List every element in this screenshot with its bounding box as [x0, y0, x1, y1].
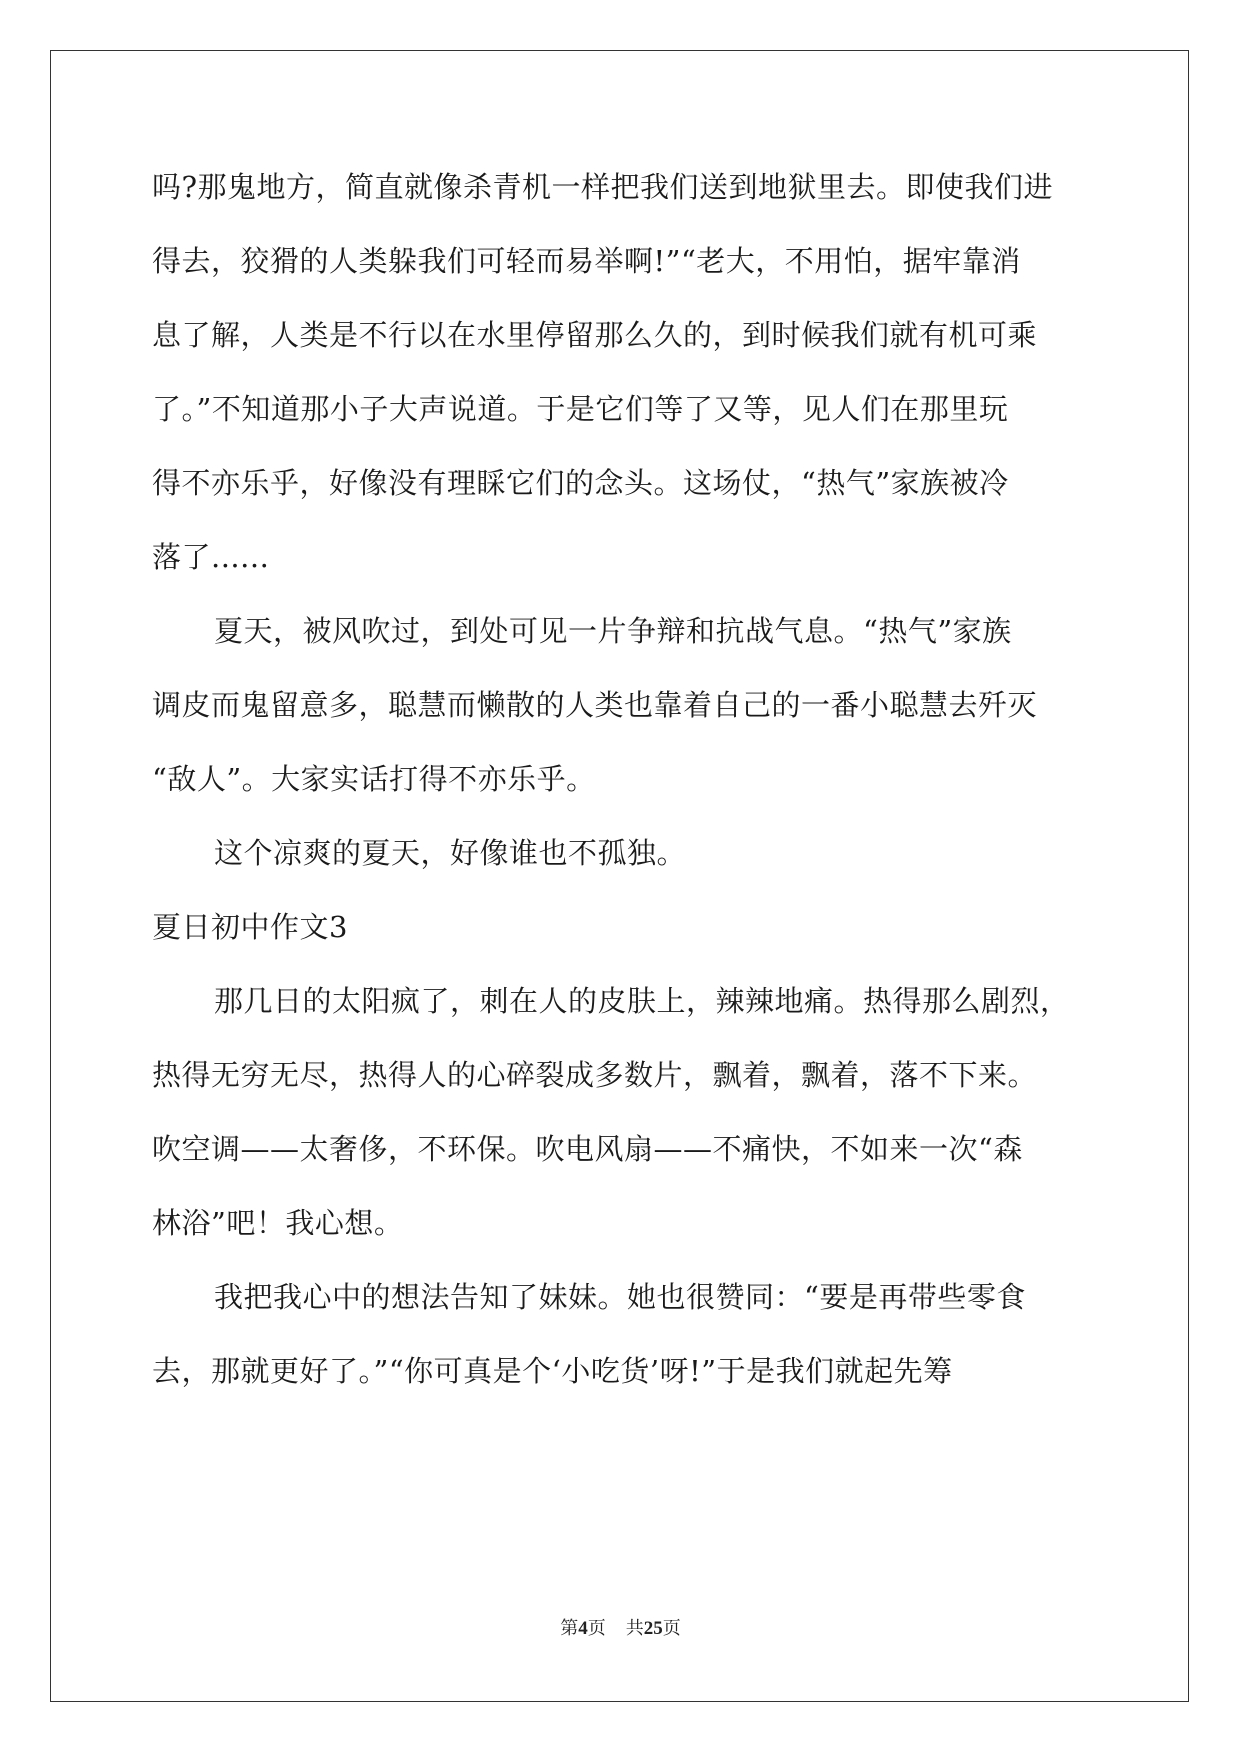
text-line: 得不亦乐乎，好像没有理睬它们的念头。这场仗，“热气”家族被冷: [152, 466, 1009, 500]
text-line: 吗?那鬼地方，简直就像杀青机一样把我们送到地狱里去。即使我们进: [152, 170, 1054, 204]
current-page-number: 4: [578, 1618, 588, 1639]
text-line: 林浴”吧！我心想。: [152, 1206, 404, 1240]
section-heading: 夏日初中作文3: [152, 910, 348, 944]
paragraph-start-line: 那几日的太阳疯了，刺在人的皮肤上，辣辣地痛。热得那么剧烈，: [214, 984, 1070, 1018]
text-line: 落了......: [152, 540, 270, 574]
text-line: 调皮而鬼留意多，聪慧而懒散的人类也靠着自己的一番小聪慧去歼灭: [152, 688, 1038, 722]
paragraph-start-line: 夏天，被风吹过，到处可见一片争辩和抗战气息。“热气”家族: [214, 614, 1012, 648]
text-line: 热得无穷无尽，热得人的心碎裂成多数片，飘着，飘着，落不下来。: [152, 1058, 1038, 1092]
footer-total-unit: 页: [662, 1618, 681, 1639]
text-line: 得去，狡猾的人类躲我们可轻而易举啊!”“老大，不用怕，据牢靠消: [152, 244, 1021, 278]
footer-total-prefix: 共: [625, 1618, 644, 1639]
total-pages-number: 25: [643, 1618, 663, 1639]
text-line: 了。”不知道那小子大声说道。于是它们等了又等，见人们在那里玩: [152, 392, 1009, 426]
text-line: “敌人”。大家实话打得不亦乐乎。: [152, 762, 596, 796]
paragraph-start-line: 我把我心中的想法告知了妹妹。她也很赞同：“要是再带些零食: [214, 1280, 1026, 1314]
page-footer: [0, 1617, 1241, 1641]
text-line: 吹空调——太奢侈，不环保。吹电风扇——不痛快，不如来一次“森: [152, 1132, 1023, 1166]
footer-page-unit: 页: [587, 1618, 606, 1639]
paragraph-start-line: 这个凉爽的夏天，好像谁也不孤独。: [214, 836, 687, 870]
text-line: 息了解，人类是不行以在水里停留那么久的，到时候我们就有机可乘: [152, 318, 1038, 352]
text-line: 去，那就更好了。”“你可真是个‘小吃货’呀!”于是我们就起先筹: [152, 1354, 953, 1388]
footer-prefix: 第: [560, 1618, 579, 1639]
